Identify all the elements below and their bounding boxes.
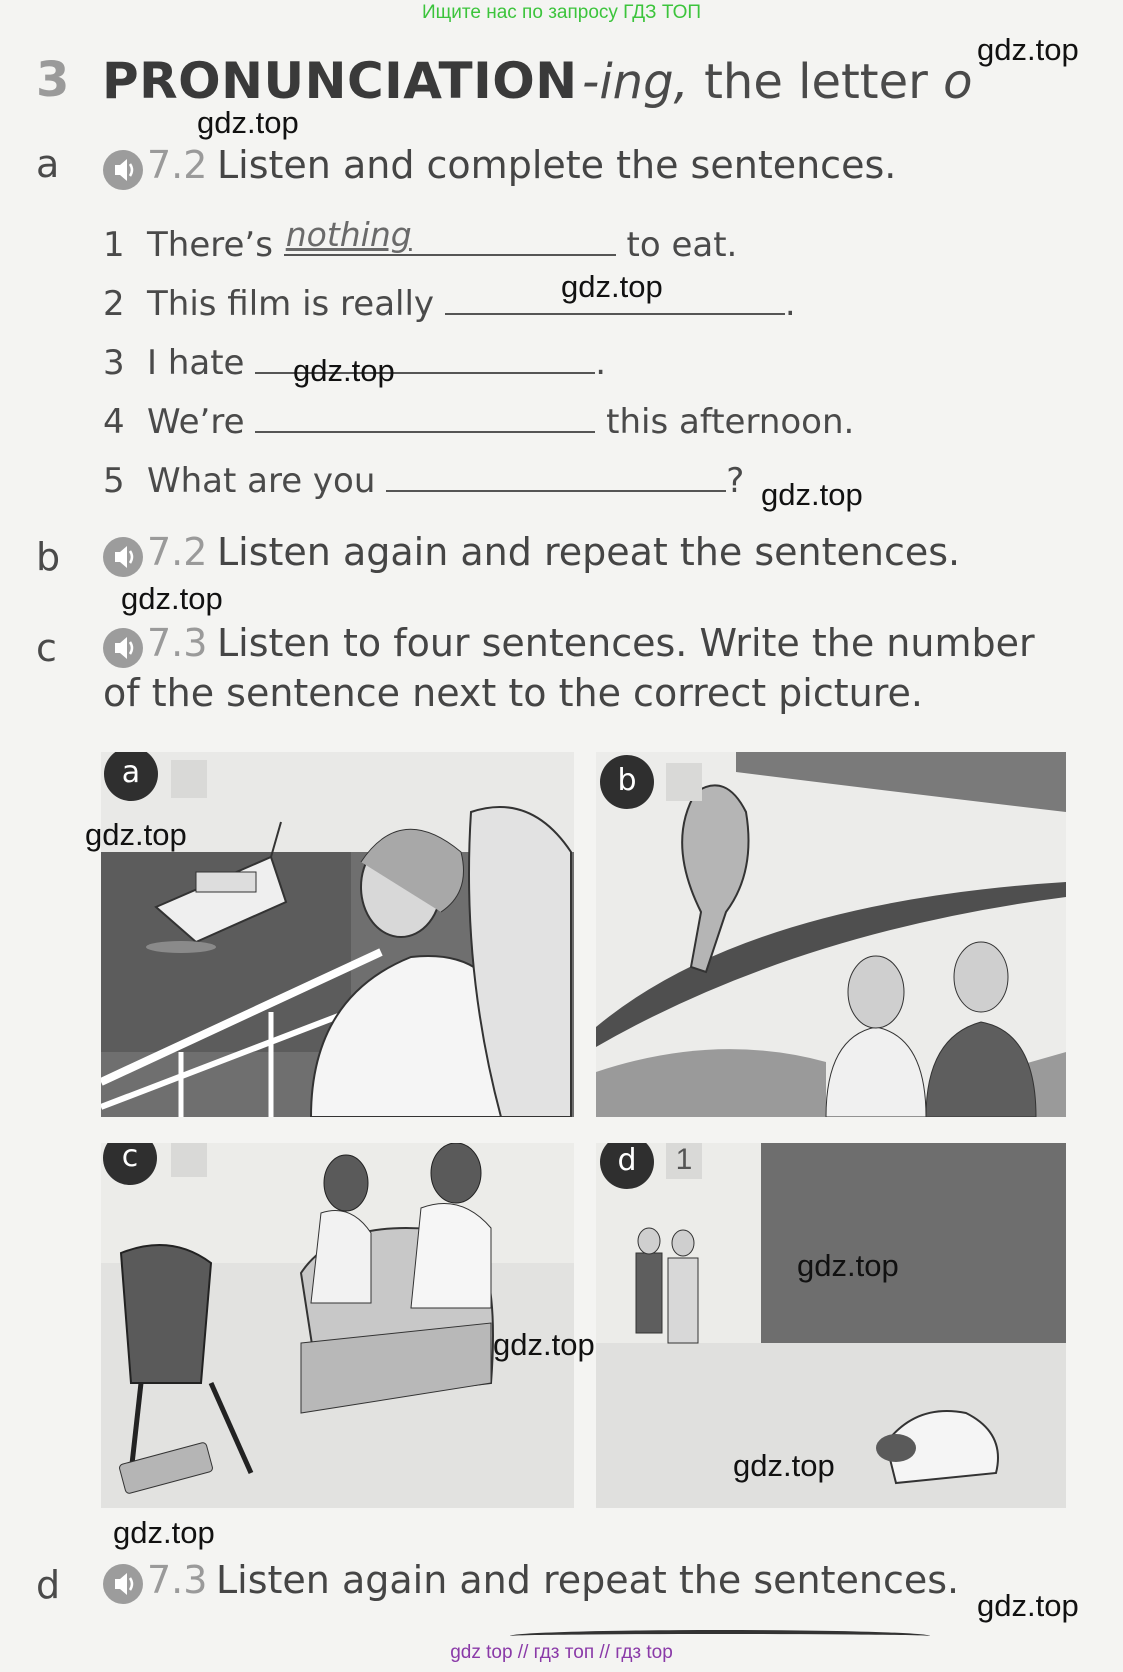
picture-c-answer-box[interactable] — [171, 1143, 207, 1177]
sentence-5 — [103, 456, 744, 501]
footer-links[interactable]: gdz top // гдз топ // гдз top — [450, 1642, 673, 1663]
bird-on-branch-illustration — [596, 752, 1066, 1117]
exercise-d-instruction: Listen again and repeat the sentences. — [216, 1558, 960, 1602]
exercise-c-instruction-line1: Listen to four sentences. Write the number — [217, 621, 1035, 665]
sentence-text: . — [784, 284, 796, 324]
picture-d-badge: d — [600, 1143, 654, 1189]
sentence-text: I hate — [147, 343, 245, 383]
picture-b-panel — [596, 752, 1066, 1117]
sentence-number: 2 — [103, 284, 125, 324]
exercise-d-track: 7.3 — [147, 1558, 208, 1602]
sentence-text: This film is really — [147, 284, 435, 324]
sentence-number: 4 — [103, 402, 125, 442]
sentence-text: this afternoon. — [606, 402, 855, 442]
picture-c-badge: c — [103, 1143, 157, 1185]
sentence-text: We’re — [147, 402, 245, 442]
audio-play-icon[interactable] — [103, 150, 143, 190]
exercise-b-letter: b — [36, 535, 61, 579]
section-subtitle — [582, 54, 973, 110]
audio-play-icon[interactable] — [103, 1564, 143, 1604]
picture-a-badge: a — [104, 752, 158, 801]
picture-a-panel — [101, 752, 574, 1117]
picture-c-panel — [101, 1143, 574, 1508]
subtitle-rest: the letter — [688, 54, 944, 110]
picture-b-answer-box[interactable] — [666, 763, 702, 801]
exercise-a-letter: a — [36, 142, 60, 186]
watermark: gdz.top — [733, 1448, 835, 1483]
page-divider — [510, 1630, 930, 1642]
exercise-c-instruction-line2: of the sentence next to the correct picture. — [103, 671, 923, 715]
section-title: PRONUNCIATION — [102, 52, 578, 110]
watermark: gdz.top — [977, 1588, 1079, 1623]
exercise-b-track: 7.2 — [147, 530, 208, 574]
sentence-text: to eat. — [626, 225, 738, 265]
sentence-text: . — [595, 343, 607, 383]
sentence-2 — [103, 279, 796, 324]
sentence-number: 3 — [103, 343, 125, 383]
watermark: gdz.top — [761, 477, 863, 512]
answer-blank[interactable] — [386, 456, 726, 492]
exercise-a-track: 7.2 — [147, 143, 208, 187]
watermark: gdz.top — [293, 353, 395, 388]
subtitle-italic: -ing, — [582, 54, 689, 110]
watermark: gdz.top — [797, 1248, 899, 1283]
answer-blank[interactable] — [255, 397, 595, 433]
audio-play-icon[interactable] — [103, 537, 143, 577]
watermark: gdz.top — [121, 581, 223, 616]
watermark: gdz.top — [561, 269, 663, 304]
picture-b-badge: b — [600, 755, 654, 809]
exercise-c-letter: c — [36, 626, 57, 670]
watermark: gdz.top — [197, 105, 299, 140]
exercise-a-instruction: Listen and complete the sentences. — [217, 143, 897, 187]
watermark: gdz.top — [113, 1515, 215, 1550]
exercise-b-instruction: Listen again and repeat the sentences. — [217, 530, 961, 574]
answer-blank[interactable] — [284, 215, 616, 256]
watermark: gdz.top — [493, 1327, 595, 1362]
sentence-text: There’s — [147, 225, 273, 265]
answer-text: nothing — [285, 215, 412, 254]
sentence-1 — [103, 215, 738, 265]
sentence-4 — [103, 397, 854, 442]
exercise-d-letter: d — [36, 1563, 61, 1607]
watermark: gdz.top — [977, 32, 1079, 67]
top-banner-link[interactable]: Ищите нас по запросу ГДЗ ТОП — [421, 2, 702, 23]
sentence-text: What are you — [147, 461, 376, 501]
sentence-text: ? — [726, 461, 745, 501]
section-number: 3 — [36, 52, 70, 108]
couple-on-sofa-illustration — [101, 1143, 574, 1508]
audio-play-icon[interactable] — [103, 628, 143, 668]
picture-a-answer-box[interactable] — [171, 760, 207, 798]
picture-d-answer-box[interactable]: 1 — [666, 1143, 702, 1179]
sinking-boat-illustration — [101, 752, 574, 1117]
sentence-number: 5 — [103, 461, 125, 501]
sentence-number: 1 — [103, 225, 125, 265]
watermark: gdz.top — [85, 817, 187, 852]
exercise-c-track: 7.3 — [147, 621, 208, 665]
subtitle-letter: o — [943, 54, 973, 110]
